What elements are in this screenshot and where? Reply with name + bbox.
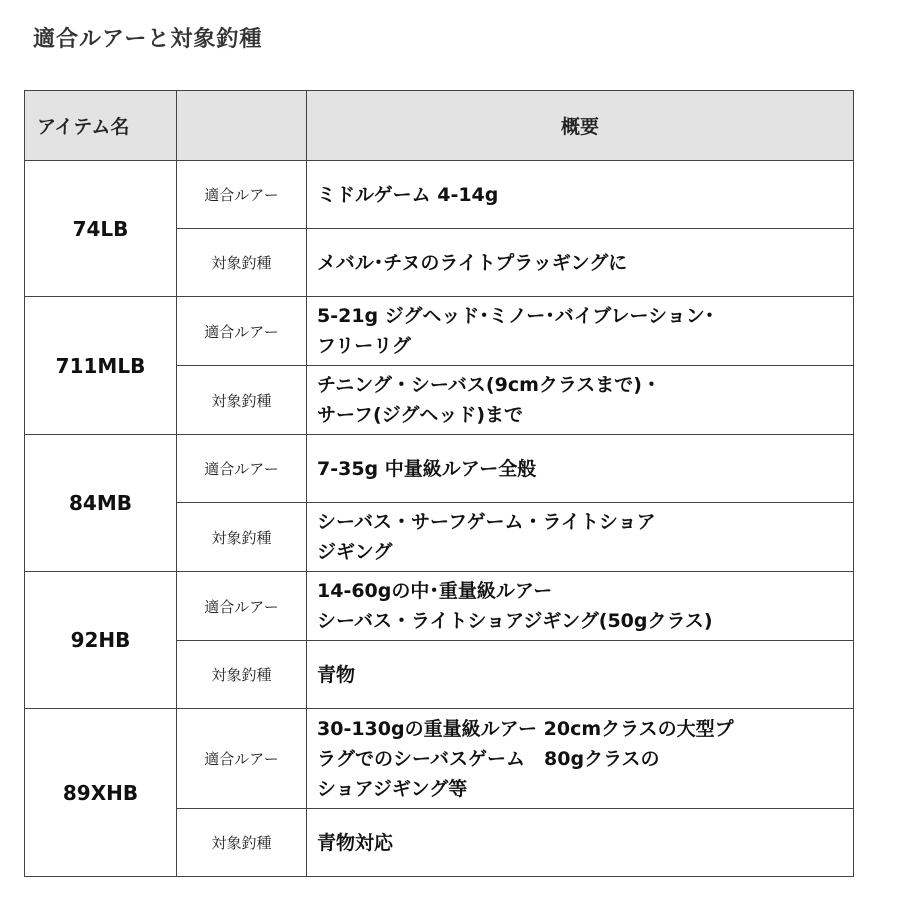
item-name-cell: 711MLB <box>25 297 177 435</box>
target-value: チニング・シーバス(9cmクラスまで)・ サーフ(ジグヘッド)まで <box>307 366 854 435</box>
header-item-name: アイテム名 <box>25 91 177 161</box>
item-name-cell: 89XHB <box>25 709 177 877</box>
item-name-cell: 84MB <box>25 435 177 572</box>
target-label: 対象釣種 <box>177 809 307 877</box>
target-value: メバル･チヌのライトプラッギングに <box>307 229 854 297</box>
target-label: 対象釣種 <box>177 503 307 572</box>
lure-label: 適合ルアー <box>177 572 307 641</box>
item-name-cell: 74LB <box>25 161 177 297</box>
spec-table <box>24 90 854 877</box>
table-row <box>25 709 854 809</box>
table-header-row <box>25 91 854 161</box>
lure-value: ミドルゲーム 4-14g <box>307 161 854 229</box>
table-row <box>25 435 854 503</box>
table-row <box>25 297 854 366</box>
header-overview: 概要 <box>307 91 854 161</box>
lure-value: 7-35g 中量級ルアー全般 <box>307 435 854 503</box>
item-name-cell: 92HB <box>25 572 177 709</box>
lure-label: 適合ルアー <box>177 709 307 809</box>
target-value: 青物対応 <box>307 809 854 877</box>
target-value: シーバス・サーフゲーム・ライトショア ジギング <box>307 503 854 572</box>
lure-value: 30-130gの重量級ルアー 20cmクラスの大型プ ラグでのシーバスゲーム 80gクラスの ショアジギング等 <box>307 709 854 809</box>
table-row <box>25 572 854 641</box>
target-label: 対象釣種 <box>177 366 307 435</box>
target-value: 青物 <box>307 641 854 709</box>
target-label: 対象釣種 <box>177 229 307 297</box>
table-row <box>25 161 854 229</box>
lure-value: 5-21g ジグヘッド･ミノー･バイブレーション･ フリーリグ <box>307 297 854 366</box>
lure-value: 14-60gの中･重量級ルアー シーバス・ライトショアジギング(50gクラス) <box>307 572 854 641</box>
page-title: 適合ルアーと対象釣種 <box>33 27 263 52</box>
lure-label: 適合ルアー <box>177 161 307 229</box>
lure-label: 適合ルアー <box>177 435 307 503</box>
target-label: 対象釣種 <box>177 641 307 709</box>
lure-label: 適合ルアー <box>177 297 307 366</box>
header-sub <box>177 91 307 161</box>
